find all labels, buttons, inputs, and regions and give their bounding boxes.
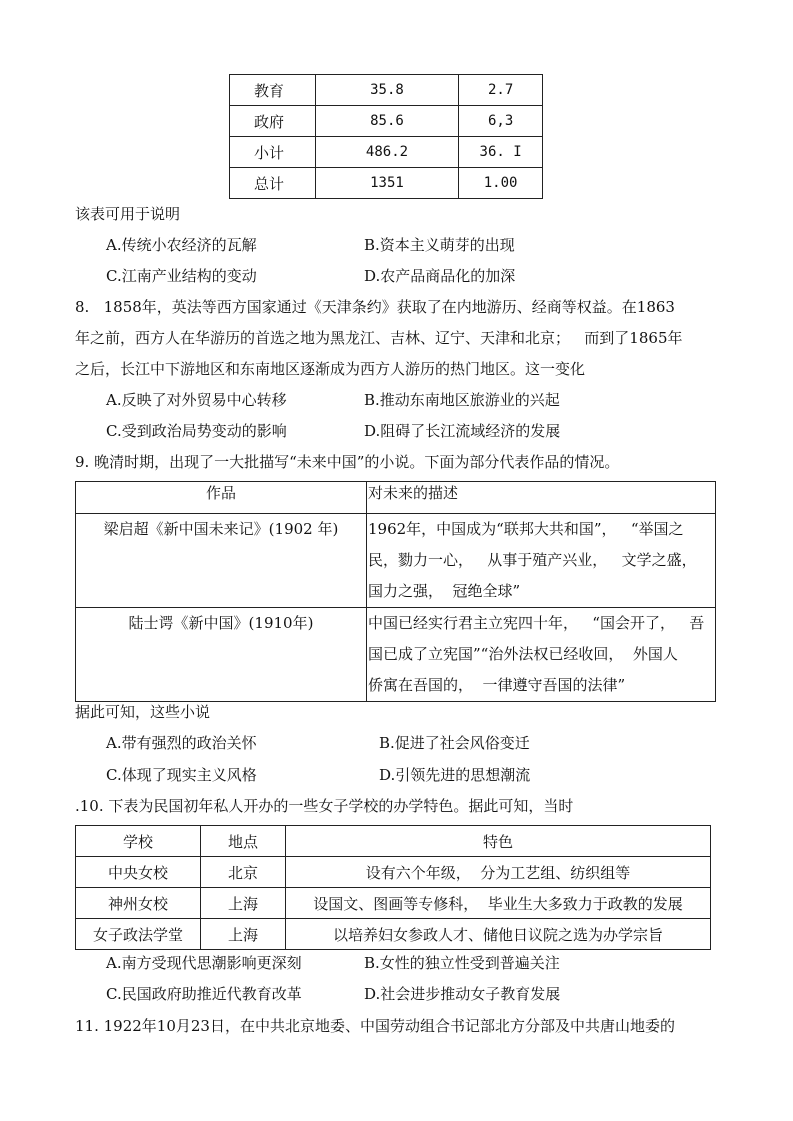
q8-option-b[interactable]: B.推动东南地区旅游业的兴起 xyxy=(364,391,560,409)
header-work: 作品 xyxy=(76,482,367,514)
row-label: 总计 xyxy=(230,168,316,199)
table-row xyxy=(230,137,543,168)
q8-option-c[interactable]: C.受到政治局势变动的影响 xyxy=(106,422,287,440)
row-label: 政府 xyxy=(230,106,316,137)
q10-option-c[interactable]: C.民国政府助推近代教育改革 xyxy=(106,985,302,1003)
novels-table xyxy=(75,481,716,702)
description-line: 国已成了立宪国”“治外法权已经收回， 外国人 xyxy=(368,645,678,663)
table-row xyxy=(76,919,711,950)
q10-option-d[interactable]: D.社会进步推动女子教育发展 xyxy=(364,985,561,1003)
q9-after-table: 据此可知，这些小说 xyxy=(75,703,211,721)
feature-cell: 设国文、图画等专修科， 毕业生大多致力于政教的发展 xyxy=(286,888,711,919)
q8-stem-line-1: 8. 1858年，英法等西方国家通过《天津条约》获取了在内地游历、经商等权益。在1863 xyxy=(75,298,675,316)
q8-option-a[interactable]: A.反映了对外贸易中心转移 xyxy=(106,391,287,409)
percent-cell: 36. I xyxy=(459,137,543,168)
header-description: 对未来的描述 xyxy=(367,482,716,514)
header-school: 学校 xyxy=(76,826,201,857)
table-header-row xyxy=(76,826,711,857)
q7-option-d[interactable]: D.农产品商品化的加深 xyxy=(364,267,516,285)
header-place: 地点 xyxy=(201,826,286,857)
description-cell xyxy=(367,514,716,608)
statistics-table xyxy=(229,74,543,199)
school-cell: 女子政法学堂 xyxy=(76,919,201,950)
q9-option-d[interactable]: D.引领先进的思想潮流 xyxy=(379,766,531,784)
value-cell: 486.2 xyxy=(315,137,458,168)
q8-stem-line-2: 年之前，西方人在华游历的首选之地为黑龙江、吉林、辽宁、天津和北京； 而到了1865年 xyxy=(75,329,683,347)
row-label: 教育 xyxy=(230,75,316,106)
q9-option-b[interactable]: B.促进了社会风俗变迁 xyxy=(379,734,530,752)
table-row xyxy=(230,106,543,137)
q9-stem: 9. 晚清时期，出现了一大批描写“未来中国”的小说。下面为部分代表作品的情况。 xyxy=(75,453,620,471)
q10-option-a[interactable]: A.南方受现代思潮影响更深刻 xyxy=(106,954,302,972)
school-cell: 中央女校 xyxy=(76,857,201,888)
school-cell: 神州女校 xyxy=(76,888,201,919)
work-cell: 梁启超《新中国未来记》(1902 年) xyxy=(76,514,367,608)
q7-option-c[interactable]: C.江南产业结构的变动 xyxy=(106,267,257,285)
description-cell xyxy=(367,608,716,702)
description-line: 国力之强， 冠绝全球” xyxy=(368,582,521,600)
description-line: 民，勠力一心， 从事于殖产兴业， 文学之盛， xyxy=(368,551,697,569)
description-line: 侨寓在吾国的， 一律遵守吾国的法律” xyxy=(368,676,626,694)
q9-option-a[interactable]: A.带有强烈的政治关怀 xyxy=(106,734,257,752)
q7-stem: 该表可用于说明 xyxy=(75,205,181,223)
percent-cell: 6,3 xyxy=(459,106,543,137)
header-feature: 特色 xyxy=(286,826,711,857)
q9-option-c[interactable]: C.体现了现实主义风格 xyxy=(106,766,257,784)
table-row xyxy=(76,514,716,608)
q10-stem: .10. 下表为民国初年私人开办的一些女子学校的办学特色。据此可知，当时 xyxy=(75,797,574,815)
row-label: 小计 xyxy=(230,137,316,168)
percent-cell: 1.00 xyxy=(459,168,543,199)
q11-stem-line-1: 11. 1922年10月23日，在中共北京地委、中国劳动组合书记部北方分部及中共唐山地委的 xyxy=(75,1017,675,1035)
work-cell: 陆士谔《新中国》(1910年) xyxy=(76,608,367,702)
q7-option-a[interactable]: A.传统小农经济的瓦解 xyxy=(106,236,257,254)
table-row xyxy=(76,857,711,888)
q10-option-b[interactable]: B.女性的独立性受到普遍关注 xyxy=(364,954,560,972)
table-header-row xyxy=(76,482,716,514)
schools-table xyxy=(75,825,711,950)
value-cell: 1351 xyxy=(315,168,458,199)
feature-cell: 以培养妇女参政人才、储他日议院之选为办学宗旨 xyxy=(286,919,711,950)
place-cell: 上海 xyxy=(201,919,286,950)
place-cell: 上海 xyxy=(201,888,286,919)
table-row xyxy=(76,608,716,702)
table-row xyxy=(230,75,543,106)
table-row xyxy=(76,888,711,919)
percent-cell: 2.7 xyxy=(459,75,543,106)
description-line: 1962年，中国成为“联邦大共和国”， “举国之 xyxy=(368,520,684,538)
q8-stem-line-3: 之后，长江中下游地区和东南地区逐渐成为西方人游历的热门地区。这一变化 xyxy=(75,360,586,378)
place-cell: 北京 xyxy=(201,857,286,888)
feature-cell: 设有六个年级， 分为工艺组、纺织组等 xyxy=(286,857,711,888)
table-row xyxy=(230,168,543,199)
value-cell: 85.6 xyxy=(315,106,458,137)
value-cell: 35.8 xyxy=(315,75,458,106)
description-line: 中国已经实行君主立宪四十年， “国会开了， 吾 xyxy=(368,614,705,632)
q7-option-b[interactable]: B.资本主义萌芽的出现 xyxy=(364,236,515,254)
q8-option-d[interactable]: D.阻碍了长江流域经济的发展 xyxy=(364,422,561,440)
